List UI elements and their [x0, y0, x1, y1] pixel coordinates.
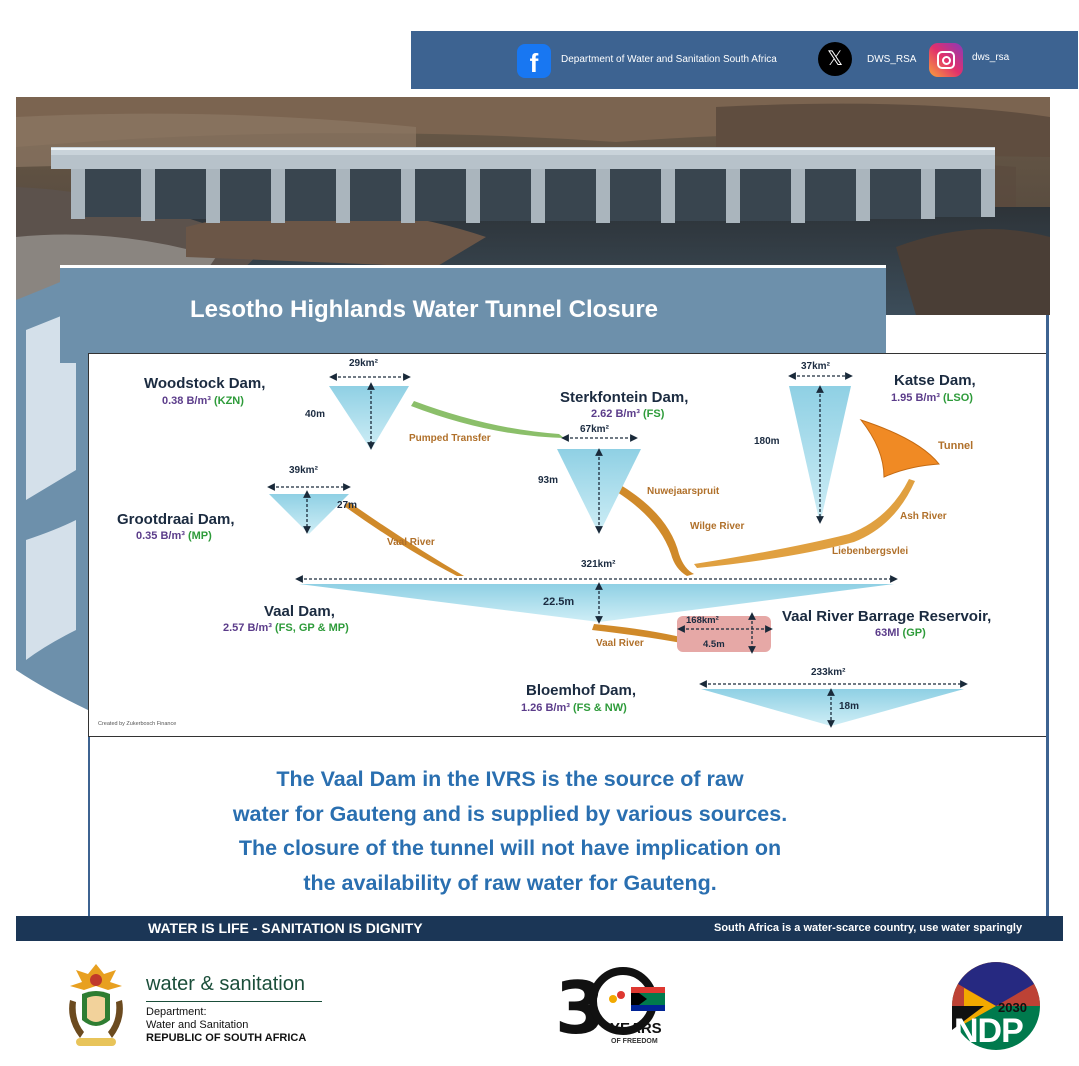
grootdraai-dam-stats — [136, 530, 212, 542]
statement-line-3: The closure of the tunnel will not have implication on — [238, 836, 782, 860]
katse-dam-area: 37km² — [801, 361, 830, 372]
nuwejaarspruit-label: Nuwejaarspruit — [647, 486, 720, 497]
tunnel-label: Tunnel — [938, 440, 974, 452]
vaal-system-diagram — [88, 353, 1049, 737]
katse-dam-stats — [891, 392, 973, 404]
svg-text:3: 3 — [555, 966, 606, 1050]
katse-dam-volume: 1.95 B/m³ — [891, 392, 940, 404]
sterkfontein-dam-stats — [591, 408, 664, 420]
woodstock-dam-depth: 40m — [305, 409, 326, 420]
instagram-icon[interactable] — [929, 43, 963, 77]
woodstock-dam-shape — [329, 386, 409, 450]
barrage-volume: 63Ml — [875, 627, 900, 639]
social-bar — [411, 31, 1078, 89]
dept-line2: Water and Sanitation — [146, 1019, 249, 1031]
bloemhof-dam-shape — [701, 689, 964, 726]
grootdraai-dam-area: 39km² — [289, 465, 318, 476]
tunnel-shape — [861, 420, 939, 477]
katse-dam-name: Katse Dam, — [894, 372, 976, 389]
nuwejaarspruit-river — [617, 484, 694, 576]
grootdraai-dam-depth: 27m — [337, 500, 358, 511]
sterkfontein-dam-volume: 2.62 B/m³ — [591, 408, 640, 420]
coat-of-arms-logo — [60, 960, 132, 1052]
diagram-canvas — [89, 354, 1047, 735]
x-label[interactable]: DWS_RSA — [867, 54, 917, 65]
thirty-years-label: YEARS — [610, 1020, 662, 1037]
liebenbergsvlei-label: Liebenbergsvlei — [832, 546, 909, 557]
slogan-right: South Africa is a water-scarce country, use water sparingly — [714, 922, 1023, 934]
vaal-dam-stats — [223, 622, 349, 634]
sterkfontein-dam-name: Sterkfontein Dam, — [560, 389, 689, 406]
barrage-area: 168km² — [686, 615, 719, 626]
frame-line-right — [1046, 315, 1049, 916]
thirty-years-logo — [555, 965, 670, 1050]
bloemhof-dam-volume: 1.26 B/m³ — [521, 702, 570, 714]
barrage-stats — [875, 627, 926, 639]
grootdraai-dam-name: Grootdraai Dam, — [117, 511, 235, 528]
woodstock-dam-area: 29km² — [349, 358, 378, 369]
ash-river-label: Ash River — [900, 511, 947, 522]
vaal-dam-name: Vaal Dam, — [264, 603, 335, 620]
dept-line1: Department: — [146, 1006, 207, 1018]
instagram-label[interactable]: dws_rsa — [972, 52, 1010, 63]
ndp-2030-logo — [944, 960, 1048, 1052]
facebook-icon[interactable]: f — [517, 44, 551, 78]
bloemhof-dam-region: (FS & NW) — [572, 702, 627, 714]
bloemhof-dam-area: 233km² — [811, 667, 846, 678]
ndp-year: 2030 — [998, 1000, 1027, 1015]
statement-line-1: The Vaal Dam in the IVRS is the source of raw — [276, 767, 744, 791]
statement-line-4: the availability of raw water for Gauteng. — [303, 870, 717, 895]
sterkfontein-dam-region: (FS) — [642, 408, 665, 420]
vaal-river-lower-label: Vaal River — [596, 638, 644, 649]
facebook-label[interactable]: Department of Water and Sanitation South Africa — [561, 54, 777, 65]
x-icon[interactable]: 𝕏 — [818, 42, 852, 76]
frame-line-left — [88, 737, 90, 916]
woodstock-dam-volume: 0.38 B/m³ — [162, 395, 211, 407]
vaal-dam-region: (FS, GP & MP) — [274, 622, 349, 634]
woodstock-dam-stats — [162, 395, 244, 407]
statement-line-2: water for Gauteng and is supplied by various sources. — [232, 801, 788, 826]
ndp-label: NDP — [954, 1012, 1023, 1050]
barrage-depth: 4.5m — [703, 639, 725, 650]
woodstock-dam-region: (KZN) — [213, 395, 244, 407]
diagram-credit: Created by Zukerbosch Finance — [98, 721, 177, 727]
barrage-name: Vaal River Barrage Reservoir, — [782, 608, 992, 625]
vaal-dam-volume: 2.57 B/m³ — [223, 622, 272, 634]
dept-line3: REPUBLIC OF SOUTH AFRICA — [146, 1032, 307, 1044]
bloemhof-dam-depth: 18m — [839, 701, 860, 712]
statement-text — [110, 762, 910, 900]
slogan-left: WATER IS LIFE - SANITATION IS DIGNITY — [148, 920, 423, 936]
katse-dam-depth: 180m — [754, 436, 780, 447]
vaal-dam-area: 321km² — [581, 559, 616, 570]
sterkfontein-dam-depth: 93m — [538, 475, 559, 486]
katse-dam-region: (LSO) — [942, 392, 973, 404]
thirty-years-sub: OF FREEDOM — [611, 1038, 658, 1045]
bloemhof-dam-stats — [521, 702, 627, 714]
pumped-transfer-label: Pumped Transfer — [409, 433, 491, 444]
woodstock-dam-name: Woodstock Dam, — [144, 375, 266, 392]
vaal-dam-depth: 22.5m — [543, 596, 575, 608]
page-title: Lesotho Highlands Water Tunnel Closure — [190, 296, 659, 323]
grootdraai-dam-region: (MP) — [187, 530, 212, 542]
bloemhof-dam-name: Bloemhof Dam, — [526, 682, 637, 699]
wilge-river-label: Wilge River — [690, 521, 745, 532]
vaal-river-upper-label: Vaal River — [387, 537, 435, 548]
barrage-region: (GP) — [902, 627, 926, 639]
grootdraai-dam-volume: 0.35 B/m³ — [136, 530, 185, 542]
sterkfontein-dam-area: 67km² — [580, 424, 609, 435]
dept-divider — [146, 1001, 322, 1002]
dept-title: water & sanitation — [146, 973, 305, 995]
coat-of-arms-icon — [60, 960, 132, 1052]
